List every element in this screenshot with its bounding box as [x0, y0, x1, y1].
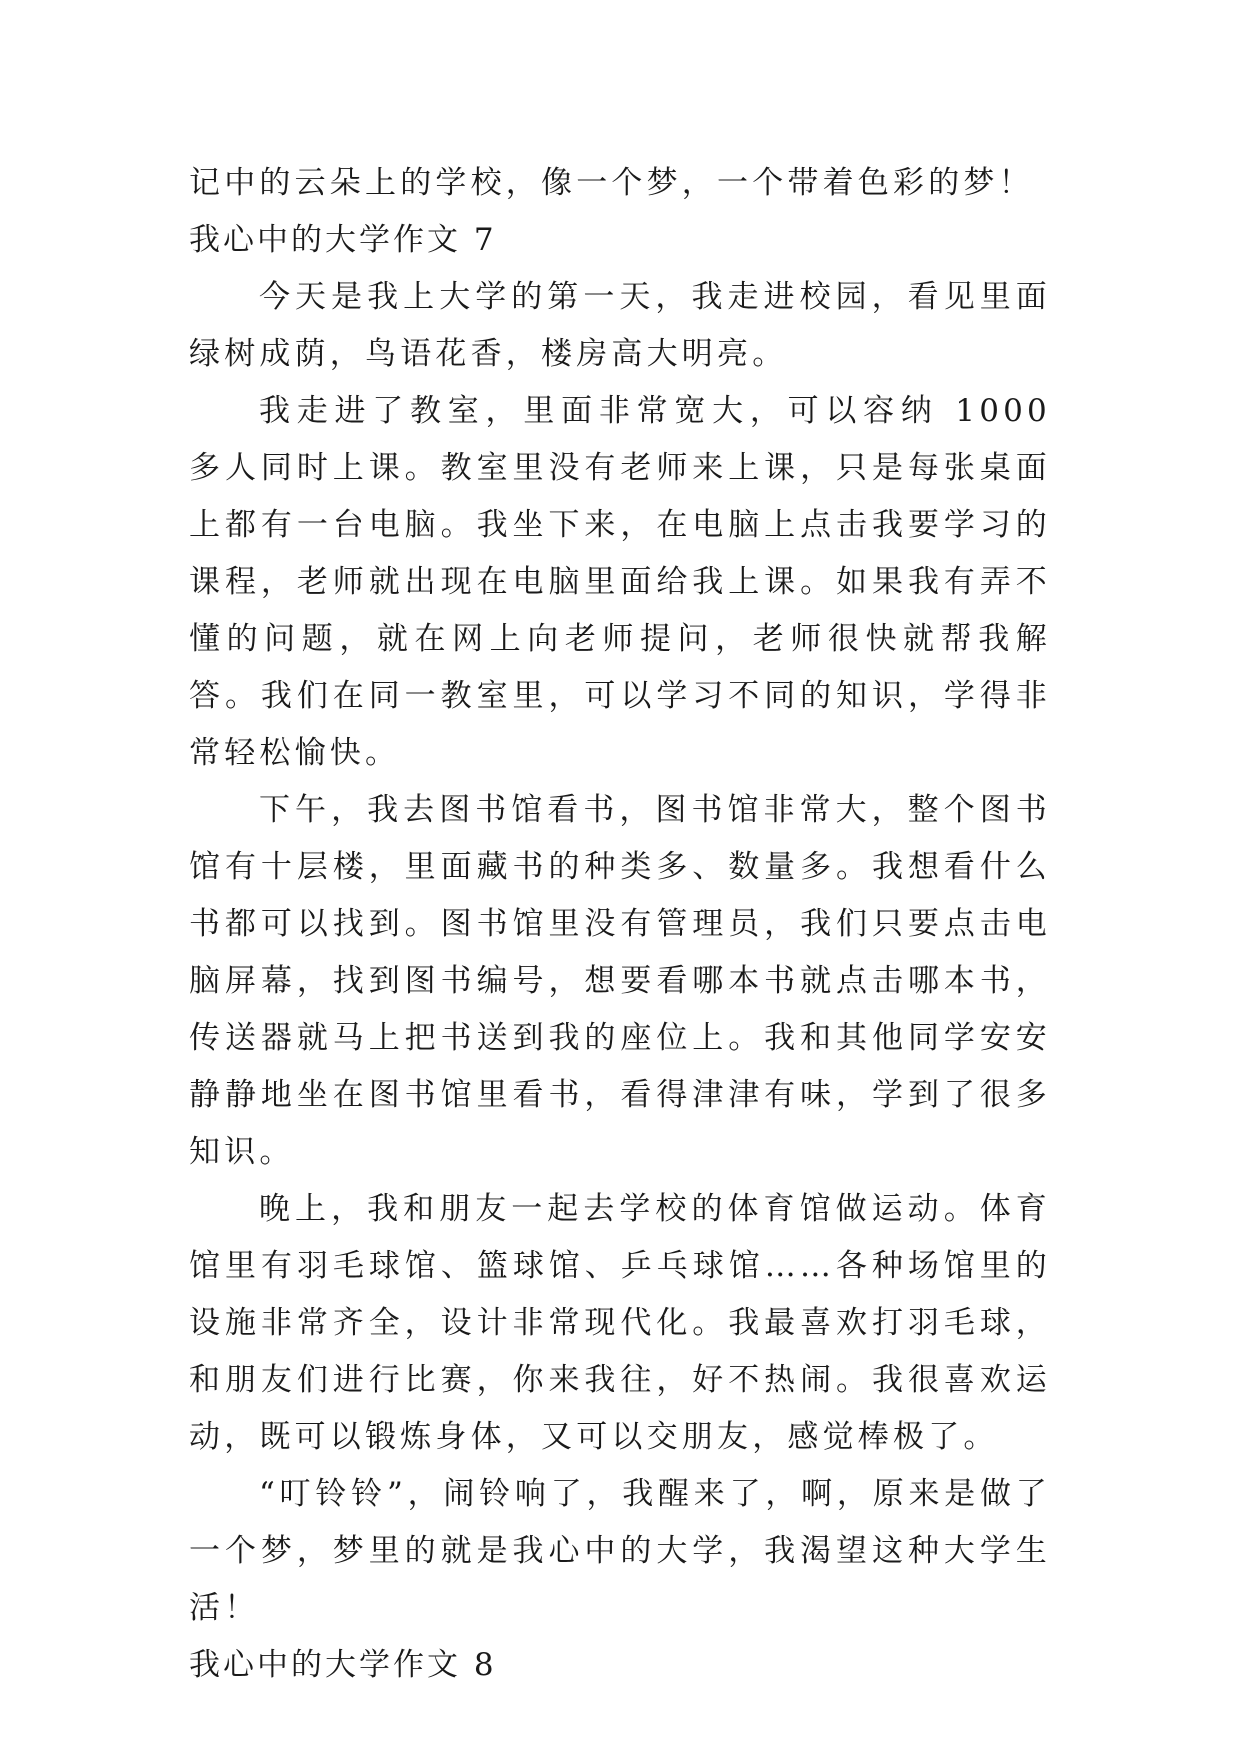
paragraph-gym: 晚上，我和朋友一起去学校的体育馆做运动。体育馆里有羽毛球馆、篮球馆、乒乓球馆……各种场馆里的设施非常齐全，设计非常现代化。我最喜欢打羽毛球，和朋友们进行比赛，你来我往，好不热闹。我很喜欢运动，既可以锻炼身体，又可以交朋友，感觉棒极了。 — [189, 1191, 1051, 1455]
document-body — [189, 155, 1051, 1694]
section-heading-8: 我心中的大学作文 8 — [189, 1647, 497, 1683]
paragraph-first-day: 今天是我上大学的第一天，我走进校园，看见里面绿树成荫，鸟语花香，楼房高大明亮。 — [189, 279, 1051, 372]
section-heading-7: 我心中的大学作文 7 — [189, 222, 497, 258]
paragraph-alarm: “叮铃铃”，闹铃响了，我醒来了，啊，原来是做了一个梦，梦里的就是我心中的大学，我渴望这种大学生活！ — [189, 1476, 1051, 1626]
paragraph-continuation: 记中的云朵上的学校，像一个梦，一个带着色彩的梦！ — [189, 165, 1034, 201]
paragraph-library: 下午，我去图书馆看书，图书馆非常大，整个图书馆有十层楼，里面藏书的种类多、数量多。我想看什么书都可以找到。图书馆里没有管理员，我们只要点击电脑屏幕，找到图书编号，想要看哪本书就点击哪本书，传送器就马上把书送到我的座位上。我和其他同学安安静静地坐在图书馆里看书，看得津津有味，学到了很多知识。 — [189, 792, 1051, 1170]
paragraph-classroom: 我走进了教室，里面非常宽大，可以容纳 1000 多人同时上课。教室里没有老师来上课，只是每张桌面上都有一台电脑。我坐下来，在电脑上点击我要学习的课程，老师就出现在电脑里面给我上课。如果我有弄不懂的问题，就在网上向老师提问，老师很快就帮我解答。我们在同一教室里，可以学习不同的知识，学得非常轻松愉快。 — [189, 393, 1051, 771]
